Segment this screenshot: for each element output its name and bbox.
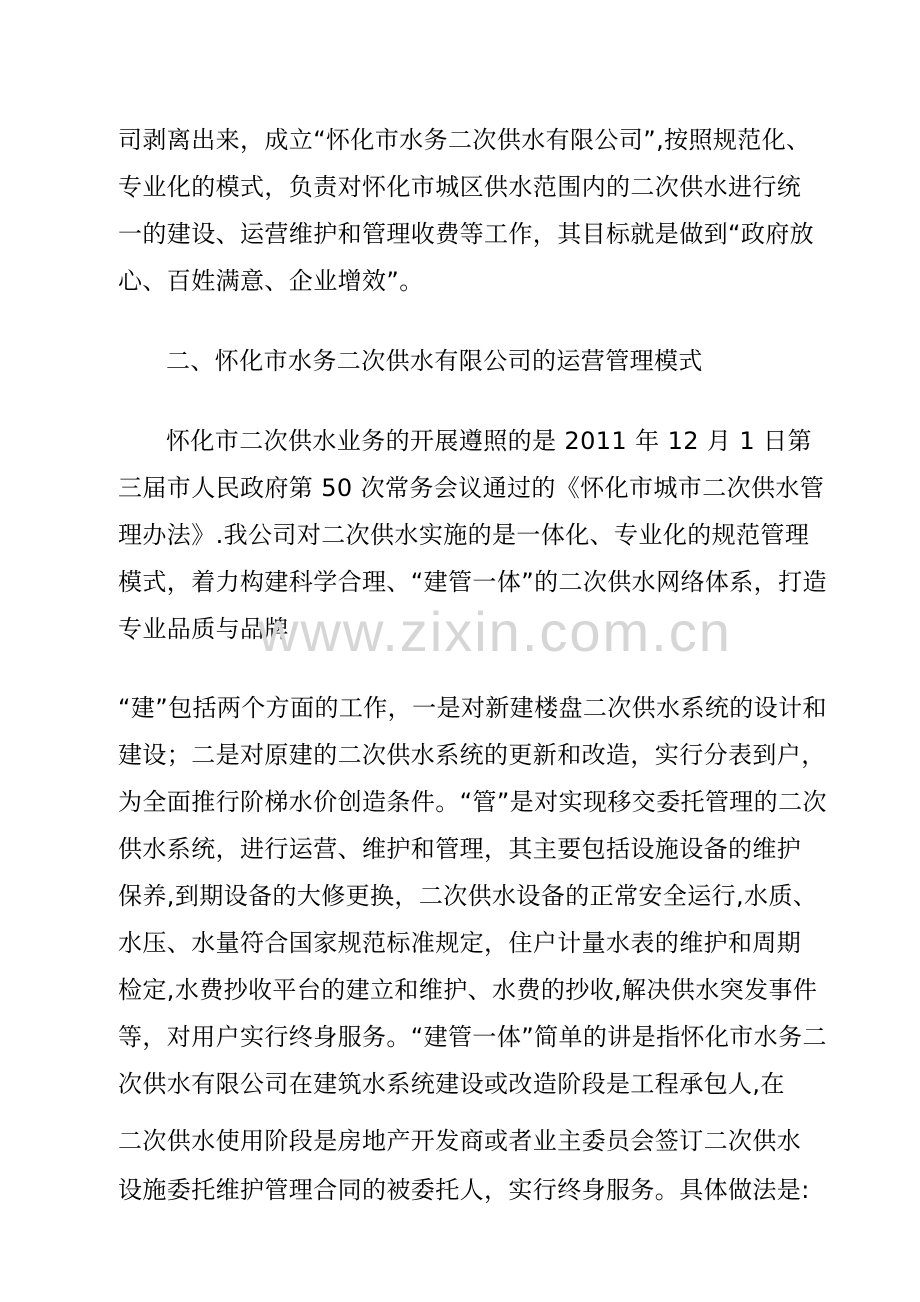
text-line: 供水系统，进行运营、维护和管理，其主要包括设施设备的维护 [118,835,802,863]
text-line: 等，对用户实行终身服务。“建管一体”简单的讲是指怀化市水务二 [118,1023,827,1051]
text-line: 检定,水费抄收平台的建立和维护、水费的抄收,解决供水突发事件 [118,976,818,1004]
text-line: 水压、水量符合国家规范标准规定，住户计量水表的维护和周期 [118,929,802,957]
text-line: 司剥离出来，成立“怀化市水务二次供水有限公司”,按照规范化、 [118,126,811,154]
text-line: 建设；二是对原建的二次供水系统的更新和改造，实行分表到户， [118,741,826,769]
text-line: 设施委托维护管理合同的被委托人，实行终身服务。具体做法是: [118,1176,810,1204]
text-line: 心、百姓满意、企业增效”。 [118,267,424,295]
text-line: 一的建设、运营维护和管理收费等工作，其目标就是做到“政府放 [118,220,815,248]
section-heading: 二、怀化市水务二次供水有限公司的运营管理模式 [166,347,703,375]
text-line: 模式，着力构建科学合理、“建管一体”的二次供水网络体系，打造 [118,568,827,596]
text-line: “建”包括两个方面的工作，一是对新建楼盘二次供水系统的设计和 [118,694,827,722]
text-line: 怀化市二次供水业务的开展遵照的是 2011 年 12 月 1 日第 [166,427,812,455]
text-line: 三届市人民政府第 50 次常务会议通过的《怀化市城市二次供水管 [118,474,825,502]
text-line: 为全面推行阶梯水价创造条件。“管”是对实现移交委托管理的二次 [118,788,827,816]
text-line: 理办法》.我公司对二次供水实施的是一体化、专业化的规范管理 [118,521,810,549]
text-line: 次供水有限公司在建筑水系统建设或改造阶段是工程承包人,在 [118,1070,785,1098]
text-line: 保养,到期设备的大修更换，二次供水设备的正常安全运行,水质、 [118,882,818,910]
text-line: 专业品质与品牌. [118,615,297,643]
watermark: www.zixin.com.cn [258,600,732,663]
text-line: 专业化的模式，负责对怀化市城区供水范围内的二次供水进行统 [118,173,802,201]
text-line: 二次供水使用阶段是房地产开发商或者业主委员会签订二次供水 [118,1127,802,1155]
